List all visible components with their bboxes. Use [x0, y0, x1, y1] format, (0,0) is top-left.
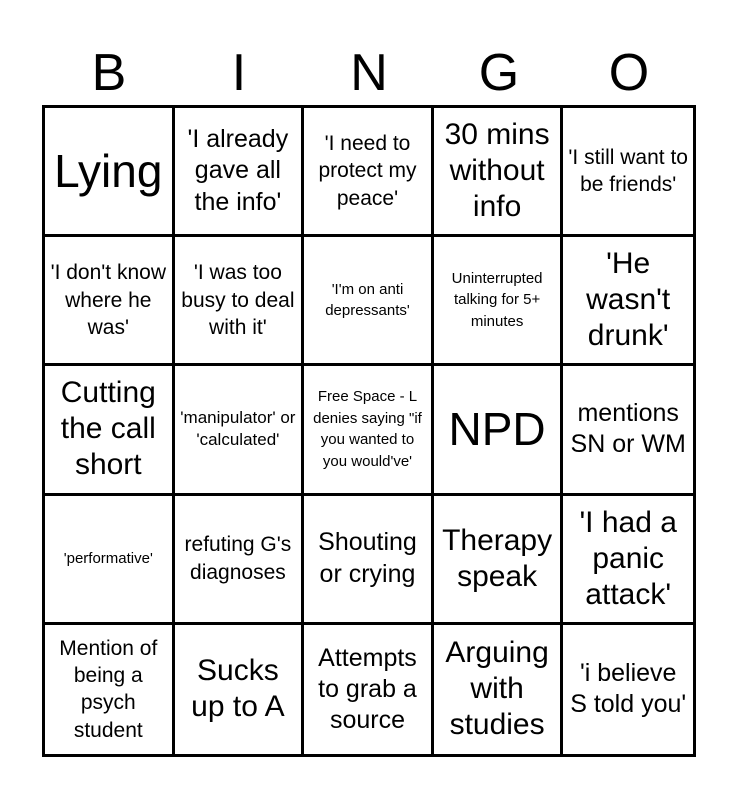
bingo-cell-text: 'I had a panic attack': [579, 505, 677, 611]
bingo-cell-text: 'performative': [63, 549, 153, 567]
header-letter-n: N: [350, 44, 388, 102]
bingo-cell-text: Arguing with studies: [445, 636, 549, 742]
bingo-cell-text: mentions SN or WM: [570, 399, 686, 459]
bingo-cell-text: Free Space - L denies saying "if you wanted to you would've': [313, 387, 422, 471]
bingo-cell-text: 'I was too busy to deal with it': [181, 261, 295, 339]
bingo-cell-text: 'manipulator' or 'calculated': [180, 408, 296, 450]
bingo-cell-7[interactable]: [175, 237, 305, 366]
bingo-cell-19[interactable]: [434, 496, 564, 625]
bingo-cell-14[interactable]: [434, 366, 564, 495]
header-letter-b: B: [91, 44, 127, 102]
bingo-cell-2[interactable]: [175, 108, 305, 237]
bingo-cell-10[interactable]: [563, 237, 693, 366]
bingo-cell-6[interactable]: [45, 237, 175, 366]
bingo-cell-25[interactable]: [563, 625, 693, 754]
bingo-cell-11[interactable]: [45, 366, 175, 495]
bingo-cell-text: Therapy speak: [442, 523, 553, 593]
bingo-grid: [42, 105, 696, 757]
bingo-cell-5[interactable]: [563, 108, 693, 237]
bingo-cell-text: 'I need to protect my peace': [318, 132, 417, 210]
header-letter-o: O: [608, 44, 650, 102]
bingo-cell-text: Attempts to grab a source: [318, 643, 417, 735]
bingo-cell-text: Shouting or crying: [318, 528, 417, 588]
bingo-cell-text: refuting G's diagnoses: [184, 533, 292, 584]
bingo-cell-text: Uninterrupted talking for 5+ minutes: [451, 269, 543, 331]
bingo-cell-text: 'i believe S told you': [570, 659, 687, 719]
bingo-cell-text: NPD: [448, 403, 546, 456]
bingo-cell-15[interactable]: [563, 366, 693, 495]
header-letter-g: G: [478, 44, 520, 102]
bingo-cell-21[interactable]: [45, 625, 175, 754]
bingo-cell-3[interactable]: [304, 108, 434, 237]
bingo-cell-text: Mention of being a psych student: [59, 636, 158, 742]
bingo-cell-12[interactable]: [175, 366, 305, 495]
bingo-cell-1[interactable]: [45, 108, 175, 237]
bingo-cell-18[interactable]: [304, 496, 434, 625]
bingo-cell-text: 'I already gave all the info': [187, 125, 289, 216]
bingo-cell-text: 'I'm on anti depressants': [325, 280, 410, 320]
bingo-cell-text: Sucks up to A: [191, 654, 285, 724]
bingo-cell-text: 30 mins without info: [444, 118, 550, 224]
bingo-cell-9[interactable]: [434, 237, 564, 366]
bingo-cell-text: 'I still want to be friends': [568, 145, 688, 197]
bingo-cell-4[interactable]: [434, 108, 564, 237]
bingo-cell-text: Lying: [54, 144, 163, 197]
bingo-cell-text: 'He wasn't drunk': [586, 247, 671, 353]
bingo-cell-16[interactable]: [45, 496, 175, 625]
bingo-cell-text: Cutting the call short: [60, 376, 156, 482]
bingo-cell-20[interactable]: [563, 496, 693, 625]
bingo-cell-23[interactable]: [304, 625, 434, 754]
bingo-cell-8[interactable]: [304, 237, 434, 366]
bingo-header: [44, 40, 694, 106]
bingo-cell-17[interactable]: [175, 496, 305, 625]
bingo-cell-24[interactable]: [434, 625, 564, 754]
header-letter-i: I: [231, 44, 247, 102]
bingo-cell-22[interactable]: [175, 625, 305, 754]
bingo-cell-text: 'I don't know where he was': [50, 261, 166, 339]
bingo-free-space[interactable]: [304, 366, 434, 495]
